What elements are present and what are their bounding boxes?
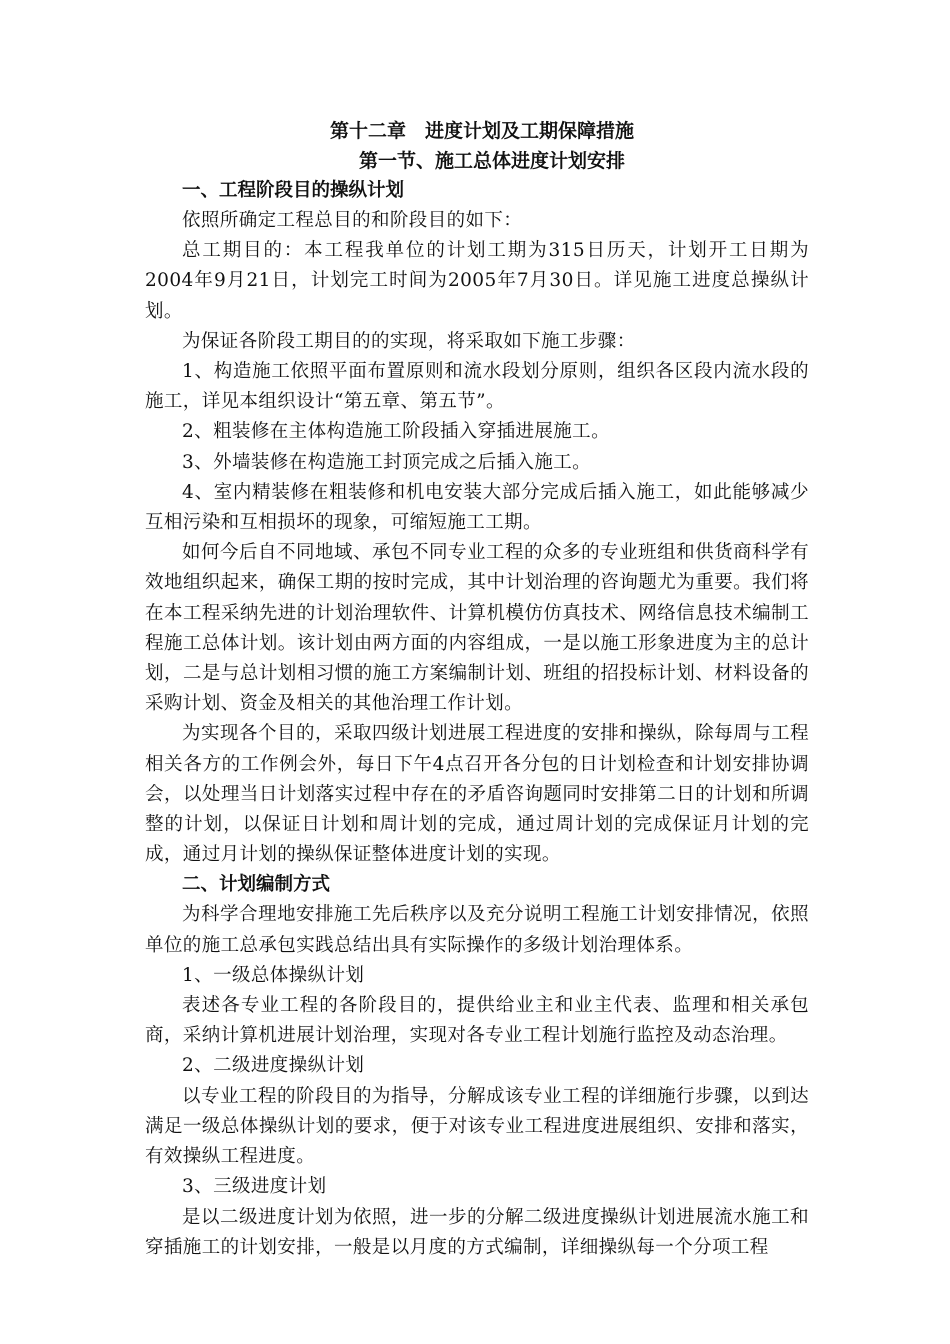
document-page <box>145 116 809 1263</box>
paragraph: 表述各专业工程的各阶段目的，提供给业主和业主代表、监理和相关承包商，采纳计算机进展计划治理，实现对各专业工程计划施行监控及动态治理。 <box>145 995 809 1047</box>
paragraph: 为实现各个目的，采取四级计划进展工程进度的安排和操纵，除每周与工程相关各方的工作例会外，每日下午4点召开各分包的日计划检查和计划安排协调会，以处理当日计划落实过程中存在的矛盾咨询题同时安排第二日的计划和所调整的计划，以保证日计划和周计划的完成，通过周计划的完成保证月计划的完成，通过月计划的操纵保证整体进度计划的实现。 <box>145 723 809 866</box>
list-item: 2、二级进度操纵计划 <box>182 1055 365 1077</box>
paragraph: 总工期目的：本工程我单位的计划工期为315日历天，计划开工日期为2004年9月21日，计划完工时间为2005年7月30日。详见施工进度总操纵计划。 <box>145 240 809 322</box>
paragraph: 依照所确定工程总目的和阶段目的如下： <box>182 210 523 231</box>
list-item: 3、三级进度计划 <box>182 1176 327 1198</box>
list-item: 4、室内精装修在粗装修和机电安装大部分完成后插入施工，如此能够减少互相污染和互相损坏的现象，可缩短施工工期。 <box>145 481 809 534</box>
list-item: 2、粗装修在主体构造施工阶段插入穿插进展施工。 <box>182 421 610 443</box>
paragraph: 为保证各阶段工期目的的实现，将采取如下施工步骤： <box>182 330 636 352</box>
paragraph: 如何今后自不同地域、承包不同专业工程的众多的专业班组和供货商科学有效地组织起来，确保工期的按时完成，其中计划治理的咨询题尤为重要。我们将在本工程采纳先进的计划治理软件、计算机模仿仿真技术、网络信息技术编制工程施工总体计划。该计划由两方面的内容组成，一是以施工形象进度为主的总计划，二是与总计划相习惯的施工方案编制计划、班组的招投标计划、材料设备的采购计划、资金及相关的其他治理工作计划。 <box>145 542 809 715</box>
list-item: 3、外墙装修在构造施工封顶完成之后插入施工。 <box>182 451 592 473</box>
list-item: 1、一级总体操纵计划 <box>182 964 365 986</box>
paragraph: 是以二级进度计划为依照，进一步的分解二级进度操纵计划进展流水施工和穿插施工的计划安排，一般是以月度的方式编制，详细操纵每一个分项工程 <box>145 1206 809 1258</box>
heading-stage-control-plan: 一、工程阶段目的操纵计划 <box>182 180 405 201</box>
paragraph: 为科学合理地安排施工先后秩序以及充分说明工程施工计划安排情况，依照单位的施工总承包实践总结出具有实际操作的多级计划治理体系。 <box>145 904 809 956</box>
section-title: 第一节、施工总体进度计划安排 <box>358 150 625 172</box>
list-item: 1、构造施工依照平面布置原则和流水段划分原则，组织各区段内流水段的施工，详见本组织设计“第五章、第五节”。 <box>145 361 809 413</box>
paragraph: 以专业工程的阶段目的为指导，分解成该专业工程的详细施行步骤，以到达满足一级总体操纵计划的要求，便于对该专业工程进度进展组织、安排和落实，有效操纵工程进度。 <box>145 1085 809 1168</box>
chapter-title: 第十二章 进度计划及工期保障措施 <box>329 120 634 142</box>
heading-plan-method: 二、计划编制方式 <box>182 874 331 896</box>
